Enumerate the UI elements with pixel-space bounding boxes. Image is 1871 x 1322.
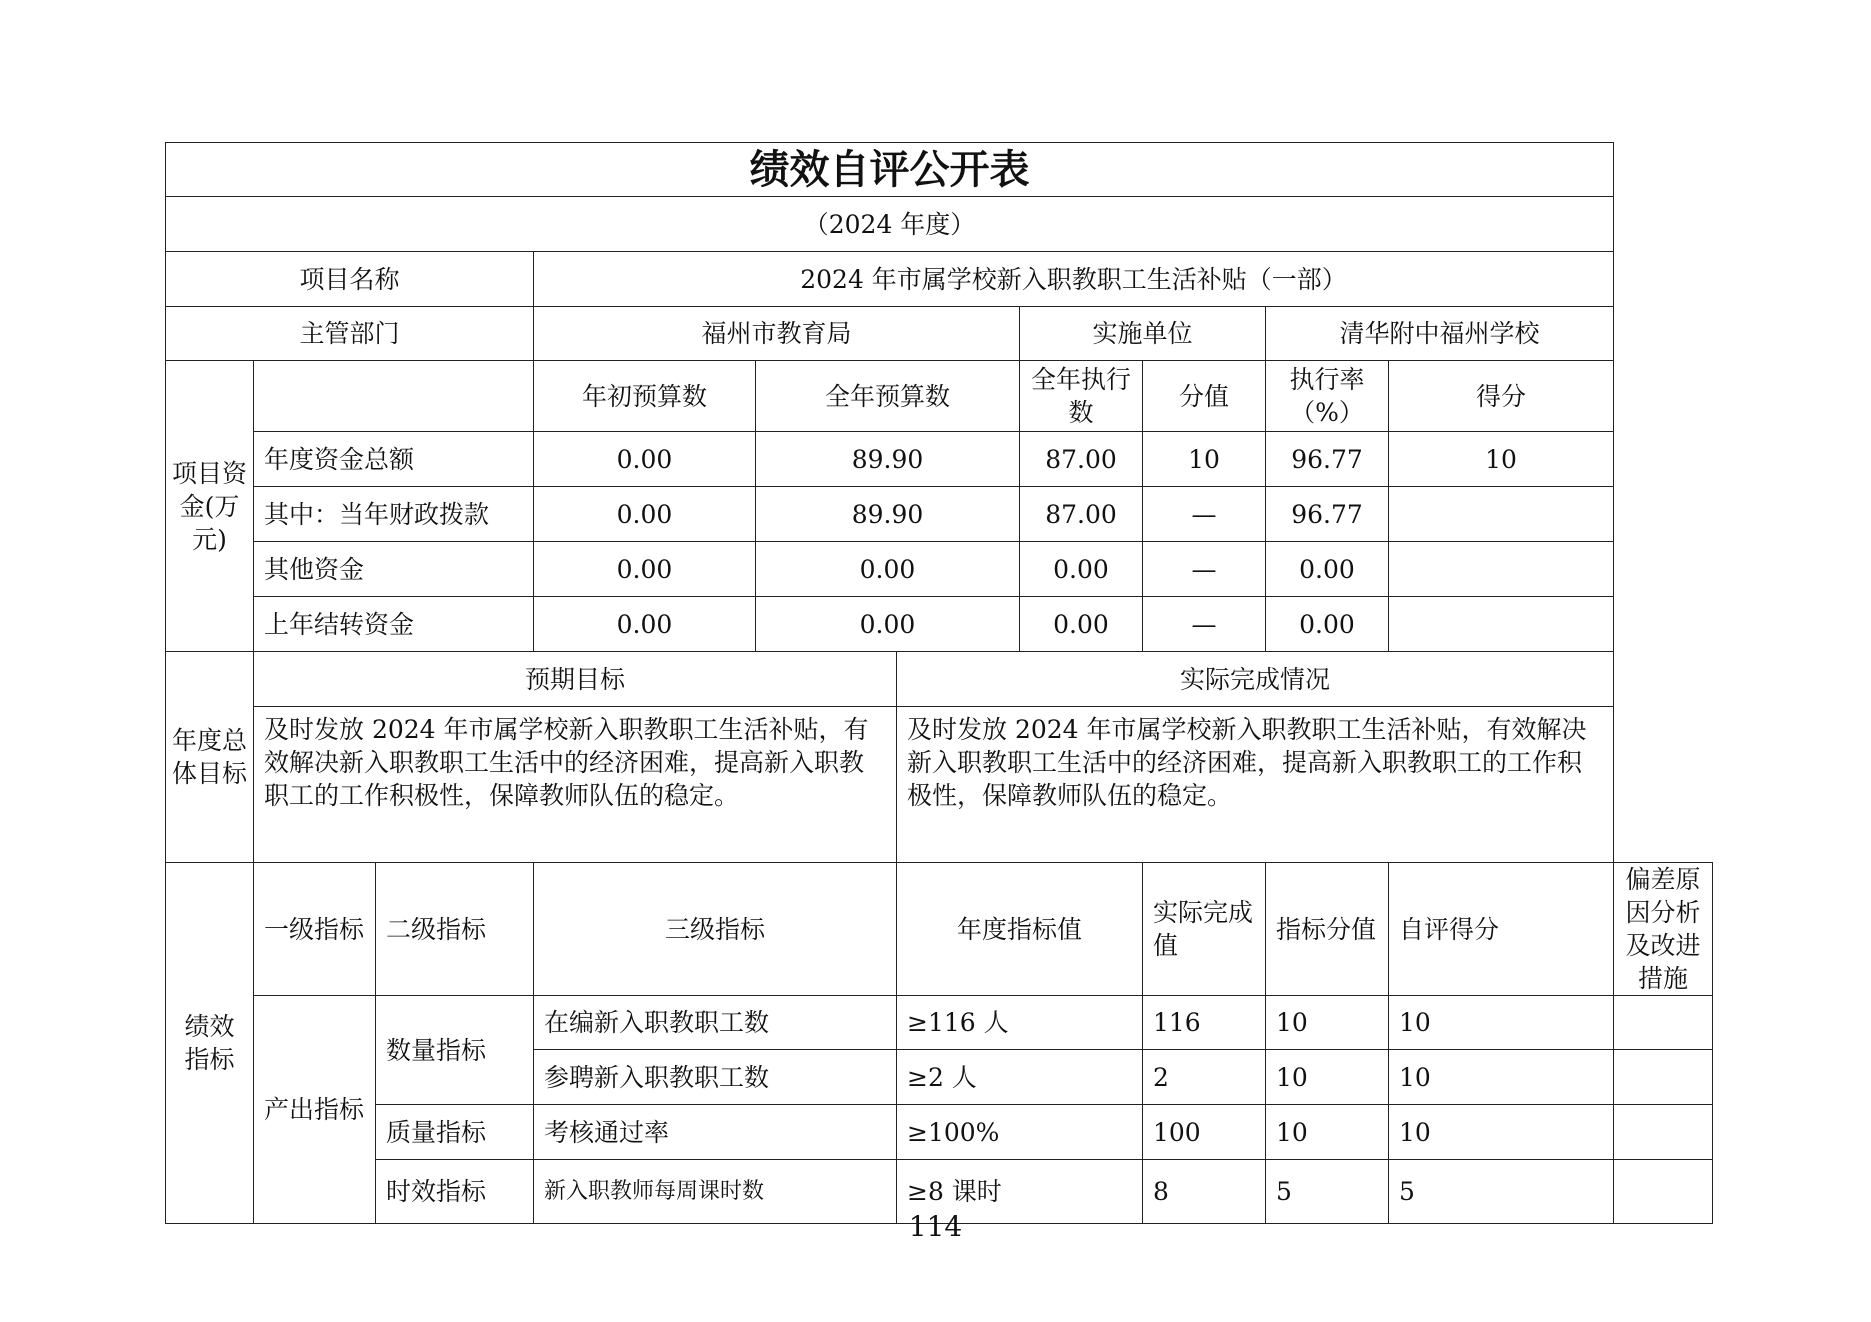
impl-unit-value: 清华附中福州学校 — [1266, 307, 1614, 361]
kpi-score: 10 — [1389, 1105, 1614, 1160]
funds-cell: 0.00 — [534, 432, 756, 487]
funds-cell: 96.77 — [1266, 432, 1389, 487]
funds-cell: 10 — [1143, 432, 1266, 487]
funds-label: 项目资金(万元) — [166, 361, 254, 652]
page-number: 114 — [908, 1210, 963, 1243]
performance-table — [165, 142, 1713, 1224]
kpi-target: ≥8 课时 — [897, 1160, 1143, 1224]
kpi-actual: 8 — [1143, 1160, 1266, 1224]
funds-cell: — — [1143, 542, 1266, 597]
actual-goal-text: 及时发放 2024 年市属学校新入职教职工生活补贴，有效解决新入职教职工生活中的经济困难，提高新入职教职工的工作积极性，保障教师队伍的稳定。 — [897, 707, 1614, 863]
funds-cell: 96.77 — [1266, 487, 1389, 542]
funds-header-blank — [254, 361, 534, 432]
kpi-note — [1614, 996, 1713, 1050]
kpi-level2: 质量指标 — [376, 1105, 534, 1160]
kpi-header: 实际完成值 — [1143, 863, 1266, 996]
kpi-weight: 10 — [1266, 1105, 1389, 1160]
kpi-score: 10 — [1389, 1050, 1614, 1105]
kpi-note — [1614, 1105, 1713, 1160]
funds-row-name: 其中：当年财政拨款 — [254, 487, 534, 542]
expected-goal-label: 预期目标 — [254, 652, 897, 707]
funds-header: 全年预算数 — [756, 361, 1020, 432]
dept-label: 主管部门 — [166, 307, 534, 361]
kpi-level3: 参聘新入职教职工数 — [534, 1050, 897, 1105]
kpi-level2: 数量指标 — [376, 996, 534, 1105]
funds-header: 得分 — [1389, 361, 1614, 432]
kpi-header: 一级指标 — [254, 863, 376, 996]
kpi-level3: 新入职教师每周课时数 — [534, 1160, 897, 1224]
kpi-target: ≥100% — [897, 1105, 1143, 1160]
project-name-value: 2024 年市属学校新入职教职工生活补贴（一部） — [534, 252, 1614, 307]
year-label: （2024 年度） — [166, 197, 1614, 252]
funds-row-name: 上年结转资金 — [254, 597, 534, 652]
kpi-level2: 时效指标 — [376, 1160, 534, 1224]
kpi-label: 绩效指标 — [166, 863, 254, 1224]
kpi-level1: 产出指标 — [254, 996, 376, 1224]
kpi-weight: 5 — [1266, 1160, 1389, 1224]
kpi-level3: 在编新入职教职工数 — [534, 996, 897, 1050]
funds-cell: 10 — [1389, 432, 1614, 487]
actual-goal-label: 实际完成情况 — [897, 652, 1614, 707]
funds-row-name: 其他资金 — [254, 542, 534, 597]
expected-goal-text: 及时发放 2024 年市属学校新入职教职工生活补贴，有效解决新入职教职工生活中的经济困难，提高新入职教职工的工作积极性，保障教师队伍的稳定。 — [254, 707, 897, 863]
kpi-actual: 2 — [1143, 1050, 1266, 1105]
funds-cell: 0.00 — [1020, 542, 1143, 597]
funds-cell: 0.00 — [534, 542, 756, 597]
kpi-score: 10 — [1389, 996, 1614, 1050]
funds-cell — [1389, 597, 1614, 652]
impl-unit-label: 实施单位 — [1020, 307, 1266, 361]
funds-cell: 89.90 — [756, 432, 1020, 487]
funds-header: 年初预算数 — [534, 361, 756, 432]
kpi-header: 偏差原因分析及改进措施 — [1614, 863, 1713, 996]
funds-header: 执行率（%） — [1266, 361, 1389, 432]
funds-row-name: 年度资金总额 — [254, 432, 534, 487]
funds-cell: 87.00 — [1020, 487, 1143, 542]
kpi-actual: 116 — [1143, 996, 1266, 1050]
funds-cell: 0.00 — [534, 597, 756, 652]
funds-cell: — — [1143, 597, 1266, 652]
funds-cell: 0.00 — [756, 597, 1020, 652]
kpi-actual: 100 — [1143, 1105, 1266, 1160]
goal-label: 年度总体目标 — [166, 652, 254, 863]
funds-header: 分值 — [1143, 361, 1266, 432]
table-title: 绩效自评公开表 — [166, 143, 1614, 197]
performance-table-sheet — [165, 142, 1713, 1224]
kpi-header: 年度指标值 — [897, 863, 1143, 996]
funds-cell — [1389, 542, 1614, 597]
kpi-header: 三级指标 — [534, 863, 897, 996]
kpi-score: 5 — [1389, 1160, 1614, 1224]
kpi-target: ≥116 人 — [897, 996, 1143, 1050]
kpi-header: 自评得分 — [1389, 863, 1614, 996]
dept-value: 福州市教育局 — [534, 307, 1020, 361]
funds-cell: 87.00 — [1020, 432, 1143, 487]
kpi-weight: 10 — [1266, 1050, 1389, 1105]
funds-cell: 0.00 — [1266, 542, 1389, 597]
kpi-target: ≥2 人 — [897, 1050, 1143, 1105]
kpi-note — [1614, 1050, 1713, 1105]
funds-cell: 0.00 — [534, 487, 756, 542]
kpi-level3: 考核通过率 — [534, 1105, 897, 1160]
funds-cell: 0.00 — [1266, 597, 1389, 652]
funds-cell: — — [1143, 487, 1266, 542]
funds-cell: 0.00 — [1020, 597, 1143, 652]
funds-cell: 89.90 — [756, 487, 1020, 542]
kpi-header: 指标分值 — [1266, 863, 1389, 996]
kpi-weight: 10 — [1266, 996, 1389, 1050]
project-name-label: 项目名称 — [166, 252, 534, 307]
funds-cell: 0.00 — [756, 542, 1020, 597]
kpi-header: 二级指标 — [376, 863, 534, 996]
funds-cell — [1389, 487, 1614, 542]
funds-header: 全年执行数 — [1020, 361, 1143, 432]
